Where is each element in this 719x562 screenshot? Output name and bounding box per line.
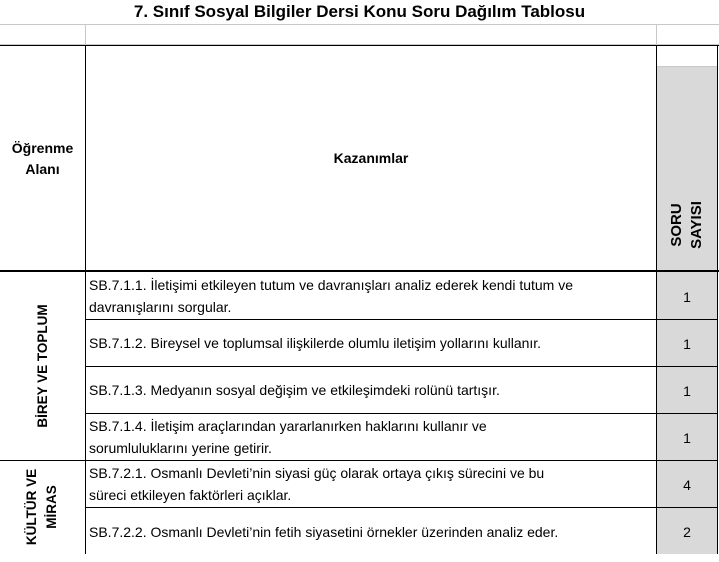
row-outcome-line2: davranışlarını sorgular. (89, 299, 232, 315)
header-learning-area (0, 138, 85, 180)
table-row (89, 521, 655, 543)
row-outcome-line1: SB.7.1.1. İletişimi etkileyen tutum ve davranışları analiz ederek kendi tutum ve (89, 277, 574, 293)
row-count: 1 (683, 336, 691, 352)
row-count: 1 (683, 430, 691, 446)
area-birey-ve-toplum: BİREY VE TOPLUM (35, 304, 50, 428)
area-kultur-ve-miras (22, 452, 62, 562)
row-count: 1 (683, 289, 691, 305)
row-count: 2 (683, 524, 691, 540)
page-title: 7. Sınıf Sosyal Bilgiler Dersi Konu Soru Dağılım Tablosu (133, 2, 586, 21)
header-question-count (667, 170, 707, 280)
area-kultur-line1: KÜLTÜR VE (24, 468, 39, 546)
row-outcome-line1: SB.7.2.1. Osmanlı Devleti’nin siyasi güç olarak ortaya çıkış sürecini ve bu (89, 465, 545, 481)
area-kultur-line2: MİRAS (44, 485, 59, 529)
header-learning-area-line2: Alanı (25, 161, 60, 177)
row-outcome-line2: sorumluluklarını yerine getirir. (89, 440, 272, 456)
row-count: 4 (683, 477, 691, 493)
table-row (89, 415, 655, 459)
row-outcome-line1: SB.7.2.2. Osmanlı Devleti’nin fetih siyasetini örnekler üzerinden analiz eder. (89, 524, 559, 540)
table-row (89, 462, 655, 506)
row-outcome-line1: SB.7.1.2. Bireysel ve toplumsal ilişkilerde olumlu iletişim yollarını kullanır. (89, 335, 542, 351)
table-row (89, 332, 655, 354)
row-outcome-line1: SB.7.1.4. İletişim araçlarından yararlanırken haklarını kullanır ve (89, 418, 487, 434)
header-learning-area-line1: Öğrenme (11, 140, 74, 156)
table-row (89, 274, 655, 318)
header-count-line2: SAYISI (688, 201, 705, 249)
row-outcome-line1: SB.7.1.3. Medyanın sosyal değişim ve etkileşimdeki rolünü tartışır. (89, 382, 500, 398)
header-count-line1: SORU (668, 203, 685, 247)
table-row (89, 379, 655, 401)
header-outcomes: Kazanımlar (333, 150, 409, 166)
row-count: 1 (683, 383, 691, 399)
row-outcome-line2: süreci etkileyen faktörleri açıklar. (89, 487, 292, 503)
